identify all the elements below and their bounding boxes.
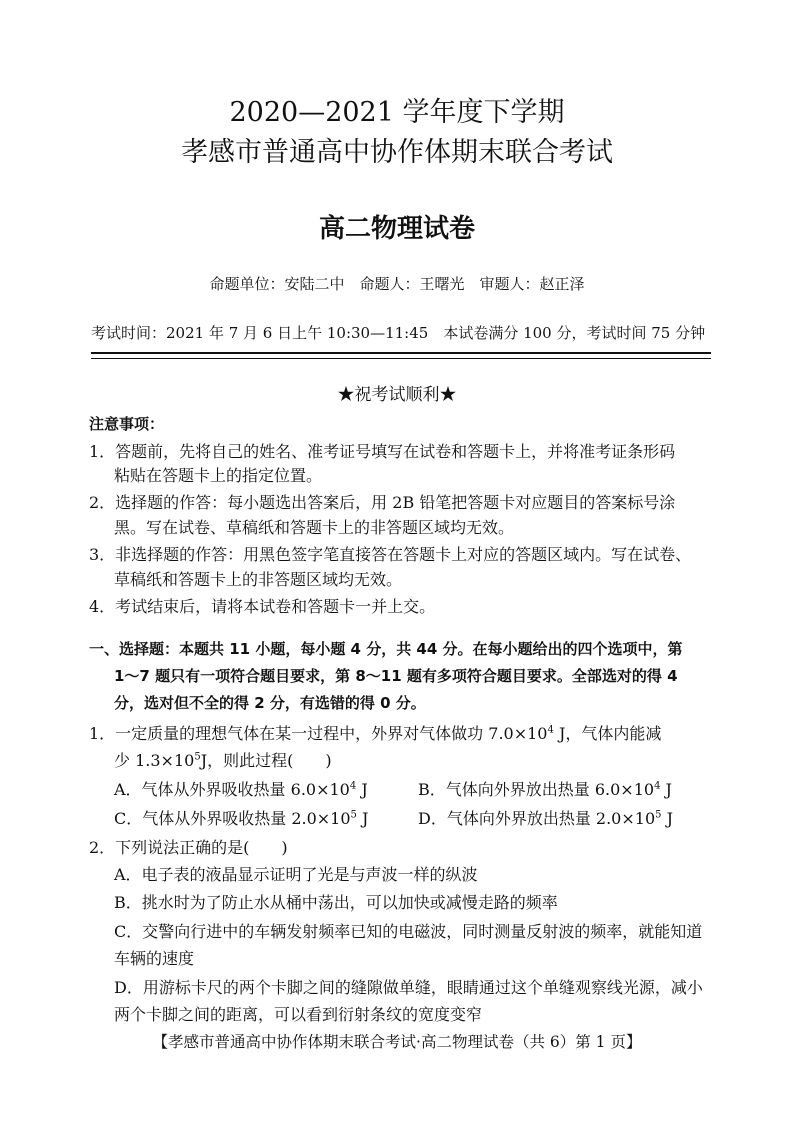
q1-exponent: 5	[194, 751, 201, 763]
note-3a: 3．非选择题的作答：用黑色签字笔直接答在答题卡上对应的答题区域内。写在试卷、	[89, 545, 692, 564]
q1-stem-part: 少 1.3×10	[114, 751, 195, 770]
author-info: 命题单位：安陆二中 命题人：王曙光 审题人：赵正泽	[209, 275, 585, 293]
q1-stem-line1	[89, 721, 661, 744]
q1-option-a-text: A．气体从外界吸收热量 6.0×10	[114, 780, 350, 799]
q1-option-d-text: D．气体向外界放出热量 2.0×10	[418, 809, 656, 828]
q1-stem-line2	[114, 748, 332, 771]
section-heading-line2: 1～7 题只有一项符合题目要求，第 8～11 题有多项符合题目要求。全部选对的得 4	[114, 667, 678, 685]
note-3b: 草稿纸和答题卡上的非答题区域均无效。	[114, 570, 403, 589]
q2-option-c-line1: C．交警向行进中的车辆发射频率已知的电磁波，同时测量反射波的频率，就能知道	[114, 922, 703, 941]
q1-option-b-unit: J	[660, 780, 672, 799]
header-line2: 孝感市普通高中协作体期末联合考试	[181, 137, 613, 168]
section-heading-line3: 分，选对但不全的得 2 分，有选错的得 0 分。	[114, 694, 426, 712]
q1-option-c-unit: J	[356, 809, 369, 828]
note-2b: 黑。写在试卷、草稿纸和答题卡上的非答题区域均无效。	[114, 518, 515, 537]
q1-option-c	[114, 806, 368, 829]
divider-thin	[91, 358, 711, 359]
q2-option-d-line2: 两个卡脚之间的距离，可以看到衍射条纹的宽度变窄	[114, 1005, 483, 1024]
q1-option-a	[114, 777, 368, 800]
exam-time: 考试时间：2021 年 7 月 6 日上午 10:30—11:45 本试卷满分 100 分，考试时间 75 分钟	[91, 324, 706, 342]
q1-option-d	[418, 806, 673, 829]
q1-option-a-unit: J	[356, 780, 368, 799]
notes-heading: 注意事项：	[89, 415, 165, 433]
q1-stem-part: 1．一定质量的理想气体在某一过程中，外界对气体做功 7.0×10	[89, 724, 548, 743]
q2-option-b: B．挑水时为了防止水从桶中荡出，可以加快或减慢走路的频率	[114, 893, 558, 912]
q1-option-b-exp: 4	[654, 780, 661, 792]
page-title: 高二物理试卷	[318, 214, 475, 244]
q1-stem-part: J，则此过程( )	[200, 751, 332, 770]
page-footer: 【孝感市普通高中协作体期末联合考试·高二物理试卷（共 6）第 1 页】	[152, 1033, 642, 1051]
q1-option-b-text: B．气体向外界放出热量 6.0×10	[418, 780, 655, 799]
section-heading-line1: 一、选择题：本题共 11 小题，每小题 4 分，共 44 分。在每小题给出的四个选项中，第	[89, 640, 683, 658]
note-1b: 粘贴在答题卡上的指定位置。	[114, 466, 323, 485]
q1-option-c-text: C．气体从外界吸收热量 2.0×10	[114, 809, 351, 828]
note-1a: 1．答题前，先将自己的姓名、准考证号填写在试卷和答题卡上，并将准考证条形码	[89, 442, 676, 461]
q1-option-a-exp: 4	[349, 780, 357, 792]
q1-exponent: 4	[547, 724, 554, 736]
note-4: 4．考试结束后，请将本试卷和答题卡一并上交。	[89, 597, 436, 616]
q2-option-a: A．电子表的液晶显示证明了光是与声波一样的纵波	[114, 865, 478, 884]
q1-stem-part: J，气体内能减	[553, 724, 662, 743]
note-2a: 2．选择题的作答：每小题选出答案后，用 2B 铅笔把答题卡对应题目的答案标号涂	[89, 493, 676, 512]
q1-option-d-exp: 5	[655, 809, 662, 821]
divider-thick	[91, 352, 711, 354]
good-luck-banner: ★祝考试顺利★	[337, 385, 457, 405]
header-line1: 2020—2021 学年度下学期	[229, 97, 565, 128]
q1-option-c-exp: 5	[350, 809, 357, 821]
q2-option-d-line1: D．用游标卡尺的两个卡脚之间的缝隙做单缝，眼睛通过这个单缝观察线光源，减小	[114, 978, 703, 997]
q1-option-d-unit: J	[661, 809, 674, 828]
q2-option-c-line2: 车辆的速度	[114, 949, 195, 968]
q1-option-b	[418, 777, 672, 800]
q2-stem: 2．下列说法正确的是( )	[89, 838, 288, 857]
